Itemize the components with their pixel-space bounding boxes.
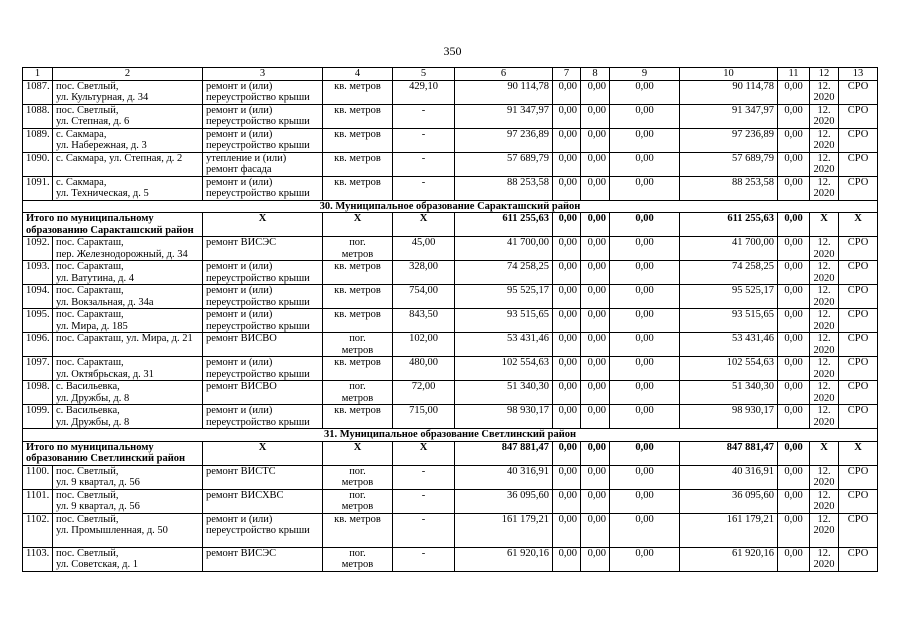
area-cell: - bbox=[393, 176, 455, 200]
column-number-cell: 4 bbox=[323, 68, 393, 81]
due-date-cell: 12. 2020 bbox=[810, 261, 839, 285]
page-number: 350 bbox=[443, 44, 462, 58]
col10-cell: 51 340,30 bbox=[680, 381, 778, 405]
total-x-col3: X bbox=[203, 441, 323, 465]
column-number-cell: 13 bbox=[839, 68, 878, 81]
col9-cell: 0,00 bbox=[610, 285, 680, 309]
method-cell: СРО bbox=[839, 309, 878, 333]
col9-cell: 0,00 bbox=[610, 465, 680, 489]
area-cell: 45,00 bbox=[393, 237, 455, 261]
column-number-cell: 8 bbox=[581, 68, 610, 81]
row-number: 1090. bbox=[23, 152, 53, 176]
col7-cell: 0,00 bbox=[553, 309, 581, 333]
column-number-cell: 10 bbox=[680, 68, 778, 81]
area-cell: - bbox=[393, 128, 455, 152]
col10-cell: 88 253,58 bbox=[680, 176, 778, 200]
method-cell: СРО bbox=[839, 128, 878, 152]
address-cell: пос. Саракташ, ул. Мира, д. 185 bbox=[53, 309, 203, 333]
address-cell: с. Васильевка, ул. Дружбы, д. 8 bbox=[53, 381, 203, 405]
total-cost: 611 255,63 bbox=[455, 213, 553, 237]
unit-cell: пог. метров bbox=[323, 489, 393, 513]
total-cost-cell: 95 525,17 bbox=[455, 285, 553, 309]
col9-cell: 0,00 bbox=[610, 176, 680, 200]
area-cell: 843,50 bbox=[393, 309, 455, 333]
col10-cell: 36 095,60 bbox=[680, 489, 778, 513]
column-number-cell: 11 bbox=[778, 68, 810, 81]
col10-cell: 161 179,21 bbox=[680, 513, 778, 547]
table-row bbox=[23, 152, 878, 176]
col11-cell: 0,00 bbox=[778, 285, 810, 309]
unit-cell: пог. метров bbox=[323, 547, 393, 571]
due-date-cell: 12. 2020 bbox=[810, 465, 839, 489]
column-number-cell: 5 bbox=[393, 68, 455, 81]
row-number: 1094. bbox=[23, 285, 53, 309]
total-cost-cell: 161 179,21 bbox=[455, 513, 553, 547]
table-row bbox=[23, 285, 878, 309]
due-date-cell: 12. 2020 bbox=[810, 128, 839, 152]
work-type-cell: ремонт и (или) переустройство крыши bbox=[203, 405, 323, 429]
total-cost-cell: 40 316,91 bbox=[455, 465, 553, 489]
method-cell: СРО bbox=[839, 465, 878, 489]
col10-cell: 57 689,79 bbox=[680, 152, 778, 176]
total-cost-cell: 90 114,78 bbox=[455, 80, 553, 104]
col11-cell: 0,00 bbox=[778, 309, 810, 333]
col9-cell: 0,00 bbox=[610, 80, 680, 104]
col9-cell: 0,00 bbox=[610, 489, 680, 513]
col7-cell: 0,00 bbox=[553, 152, 581, 176]
table-row bbox=[23, 237, 878, 261]
total-cost-cell: 102 554,63 bbox=[455, 357, 553, 381]
unit-cell: кв. метров bbox=[323, 80, 393, 104]
col9-cell: 0,00 bbox=[610, 405, 680, 429]
col7-cell: 0,00 bbox=[553, 357, 581, 381]
col8-cell: 0,00 bbox=[581, 489, 610, 513]
col9-cell: 0,00 bbox=[610, 357, 680, 381]
due-date-cell: 12. 2020 bbox=[810, 405, 839, 429]
total-x-col4: X bbox=[323, 441, 393, 465]
address-cell: пос. Светлый, ул. 9 квартал, д. 56 bbox=[53, 465, 203, 489]
column-number-cell: 3 bbox=[203, 68, 323, 81]
col10-cell: 90 114,78 bbox=[680, 80, 778, 104]
unit-cell: пог. метров bbox=[323, 333, 393, 357]
column-number-cell: 12 bbox=[810, 68, 839, 81]
col11-cell: 0,00 bbox=[778, 547, 810, 571]
col10-cell: 41 700,00 bbox=[680, 237, 778, 261]
area-cell: - bbox=[393, 547, 455, 571]
due-date-cell: 12. 2020 bbox=[810, 547, 839, 571]
column-number-cell: 1 bbox=[23, 68, 53, 81]
row-number: 1102. bbox=[23, 513, 53, 547]
total-cost-cell: 41 700,00 bbox=[455, 237, 553, 261]
area-cell: 72,00 bbox=[393, 381, 455, 405]
col11-cell: 0,00 bbox=[778, 381, 810, 405]
col9-cell: 0,00 bbox=[610, 128, 680, 152]
area-cell: 328,00 bbox=[393, 261, 455, 285]
area-cell: - bbox=[393, 513, 455, 547]
total-cost-cell: 57 689,79 bbox=[455, 152, 553, 176]
col9-cell: 0,00 bbox=[610, 513, 680, 547]
address-cell: пос. Саракташ, ул. Мира, д. 21 bbox=[53, 333, 203, 357]
total-label: Итого по муниципальному образованию Саракташский район bbox=[23, 213, 203, 237]
table-row bbox=[23, 465, 878, 489]
col10-cell: 97 236,89 bbox=[680, 128, 778, 152]
unit-cell: кв. метров bbox=[323, 176, 393, 200]
unit-cell: пог. метров bbox=[323, 465, 393, 489]
due-date-cell: 12. 2020 bbox=[810, 333, 839, 357]
total-x-col13: X bbox=[839, 441, 878, 465]
col10-cell: 91 347,97 bbox=[680, 104, 778, 128]
col7-cell: 0,00 bbox=[553, 381, 581, 405]
table-row bbox=[23, 405, 878, 429]
unit-cell: кв. метров bbox=[323, 152, 393, 176]
method-cell: СРО bbox=[839, 381, 878, 405]
address-cell: с. Сакмара, ул. Степная, д. 2 bbox=[53, 152, 203, 176]
col11-cell: 0,00 bbox=[778, 176, 810, 200]
unit-cell: кв. метров bbox=[323, 128, 393, 152]
col10-cell: 95 525,17 bbox=[680, 285, 778, 309]
address-cell: пос. Саракташ, пер. Железнодорожный, д. 34 bbox=[53, 237, 203, 261]
total-cost-cell: 93 515,65 bbox=[455, 309, 553, 333]
col9-cell: 0,00 bbox=[610, 309, 680, 333]
row-number: 1097. bbox=[23, 357, 53, 381]
work-type-cell: ремонт ВИСВО bbox=[203, 381, 323, 405]
section-title: 31. Муниципальное образование Светлинский район bbox=[23, 429, 878, 442]
due-date-cell: 12. 2020 bbox=[810, 357, 839, 381]
method-cell: СРО bbox=[839, 237, 878, 261]
work-type-cell: ремонт ВИСТС bbox=[203, 465, 323, 489]
col11-cell: 0,00 bbox=[778, 357, 810, 381]
work-type-cell: ремонт ВИСЭС bbox=[203, 547, 323, 571]
work-type-cell: ремонт и (или) переустройство крыши bbox=[203, 176, 323, 200]
col10-cell: 61 920,16 bbox=[680, 547, 778, 571]
col7-cell: 0,00 bbox=[553, 333, 581, 357]
unit-cell: кв. метров bbox=[323, 285, 393, 309]
area-cell: - bbox=[393, 104, 455, 128]
total-col9: 0,00 bbox=[610, 213, 680, 237]
column-number-header bbox=[23, 68, 878, 81]
unit-cell: пог. метров bbox=[323, 381, 393, 405]
method-cell: СРО bbox=[839, 405, 878, 429]
method-cell: СРО bbox=[839, 357, 878, 381]
unit-cell: кв. метров bbox=[323, 104, 393, 128]
unit-cell: кв. метров bbox=[323, 261, 393, 285]
work-type-cell: ремонт и (или) переустройство крыши bbox=[203, 261, 323, 285]
col9-cell: 0,00 bbox=[610, 381, 680, 405]
total-x-col3: X bbox=[203, 213, 323, 237]
col8-cell: 0,00 bbox=[581, 513, 610, 547]
total-cost-cell: 88 253,58 bbox=[455, 176, 553, 200]
total-x-col12: X bbox=[810, 441, 839, 465]
address-cell: с. Васильевка, ул. Дружбы, д. 8 bbox=[53, 405, 203, 429]
table-row bbox=[23, 547, 878, 571]
col7-cell: 0,00 bbox=[553, 80, 581, 104]
work-type-cell: ремонт и (или) переустройство крыши bbox=[203, 80, 323, 104]
work-type-cell: ремонт ВИСЭС bbox=[203, 237, 323, 261]
col8-cell: 0,00 bbox=[581, 309, 610, 333]
col8-cell: 0,00 bbox=[581, 104, 610, 128]
total-x-col12: X bbox=[810, 213, 839, 237]
area-cell: - bbox=[393, 152, 455, 176]
address-cell: пос. Саракташ, ул. Октябрьская, д. 31 bbox=[53, 357, 203, 381]
total-col8: 0,00 bbox=[581, 213, 610, 237]
method-cell: СРО bbox=[839, 176, 878, 200]
col7-cell: 0,00 bbox=[553, 285, 581, 309]
row-number: 1087. bbox=[23, 80, 53, 104]
table-row bbox=[23, 489, 878, 513]
district-total-row bbox=[23, 441, 878, 465]
col8-cell: 0,00 bbox=[581, 333, 610, 357]
col11-cell: 0,00 bbox=[778, 489, 810, 513]
method-cell: СРО bbox=[839, 261, 878, 285]
area-cell: - bbox=[393, 489, 455, 513]
col11-cell: 0,00 bbox=[778, 237, 810, 261]
col8-cell: 0,00 bbox=[581, 405, 610, 429]
col7-cell: 0,00 bbox=[553, 513, 581, 547]
due-date-cell: 12. 2020 bbox=[810, 285, 839, 309]
work-type-cell: ремонт и (или) переустройство крыши bbox=[203, 357, 323, 381]
table-row bbox=[23, 333, 878, 357]
row-number: 1099. bbox=[23, 405, 53, 429]
col8-cell: 0,00 bbox=[581, 176, 610, 200]
total-cost-cell: 51 340,30 bbox=[455, 381, 553, 405]
col9-cell: 0,00 bbox=[610, 237, 680, 261]
table-row bbox=[23, 128, 878, 152]
total-cost-cell: 53 431,46 bbox=[455, 333, 553, 357]
total-cost-cell: 36 095,60 bbox=[455, 489, 553, 513]
total-col7: 0,00 bbox=[553, 441, 581, 465]
col8-cell: 0,00 bbox=[581, 357, 610, 381]
total-cost-cell: 91 347,97 bbox=[455, 104, 553, 128]
table-row bbox=[23, 176, 878, 200]
col11-cell: 0,00 bbox=[778, 128, 810, 152]
total-cost-cell: 98 930,17 bbox=[455, 405, 553, 429]
due-date-cell: 12. 2020 bbox=[810, 237, 839, 261]
col10-cell: 40 316,91 bbox=[680, 465, 778, 489]
row-number: 1095. bbox=[23, 309, 53, 333]
col8-cell: 0,00 bbox=[581, 547, 610, 571]
col11-cell: 0,00 bbox=[778, 405, 810, 429]
col11-cell: 0,00 bbox=[778, 261, 810, 285]
col7-cell: 0,00 bbox=[553, 489, 581, 513]
due-date-cell: 12. 2020 bbox=[810, 176, 839, 200]
method-cell: СРО bbox=[839, 547, 878, 571]
total-col9: 0,00 bbox=[610, 441, 680, 465]
col7-cell: 0,00 bbox=[553, 104, 581, 128]
total-x-col5: X bbox=[393, 441, 455, 465]
work-type-cell: ремонт и (или) переустройство крыши bbox=[203, 513, 323, 547]
col10-cell: 74 258,25 bbox=[680, 261, 778, 285]
address-cell: пос. Саракташ, ул. Ватутина, д. 4 bbox=[53, 261, 203, 285]
method-cell: СРО bbox=[839, 80, 878, 104]
total-col11: 0,00 bbox=[778, 213, 810, 237]
total-col11: 0,00 bbox=[778, 441, 810, 465]
area-cell: 102,00 bbox=[393, 333, 455, 357]
total-label: Итого по муниципальному образованию Светлинский район bbox=[23, 441, 203, 465]
section-header-row bbox=[23, 200, 878, 213]
address-cell: пос. Светлый, ул. Культурная, д. 34 bbox=[53, 80, 203, 104]
col7-cell: 0,00 bbox=[553, 465, 581, 489]
col10-cell: 93 515,65 bbox=[680, 309, 778, 333]
method-cell: СРО bbox=[839, 152, 878, 176]
due-date-cell: 12. 2020 bbox=[810, 489, 839, 513]
method-cell: СРО bbox=[839, 489, 878, 513]
due-date-cell: 12. 2020 bbox=[810, 104, 839, 128]
total-col7: 0,00 bbox=[553, 213, 581, 237]
due-date-cell: 12. 2020 bbox=[810, 513, 839, 547]
address-cell: пос. Светлый, ул. Степная, д. 6 bbox=[53, 104, 203, 128]
total-cost-cell: 74 258,25 bbox=[455, 261, 553, 285]
row-number: 1091. bbox=[23, 176, 53, 200]
unit-cell: пог. метров bbox=[323, 237, 393, 261]
col9-cell: 0,00 bbox=[610, 104, 680, 128]
method-cell: СРО bbox=[839, 513, 878, 547]
work-type-cell: ремонт ВИСВО bbox=[203, 333, 323, 357]
due-date-cell: 12. 2020 bbox=[810, 309, 839, 333]
col11-cell: 0,00 bbox=[778, 513, 810, 547]
col10-cell: 98 930,17 bbox=[680, 405, 778, 429]
address-cell: пос. Светлый, ул. Промышленная, д. 50 bbox=[53, 513, 203, 547]
due-date-cell: 12. 2020 bbox=[810, 381, 839, 405]
col8-cell: 0,00 bbox=[581, 152, 610, 176]
work-type-cell: ремонт и (или) переустройство крыши bbox=[203, 309, 323, 333]
col9-cell: 0,00 bbox=[610, 547, 680, 571]
repair-program-table bbox=[22, 67, 878, 572]
area-cell: 480,00 bbox=[393, 357, 455, 381]
work-type-cell: ремонт и (или) переустройство крыши bbox=[203, 128, 323, 152]
method-cell: СРО bbox=[839, 285, 878, 309]
area-cell: 715,00 bbox=[393, 405, 455, 429]
column-number-cell: 2 bbox=[53, 68, 203, 81]
total-cost: 847 881,47 bbox=[455, 441, 553, 465]
col8-cell: 0,00 bbox=[581, 465, 610, 489]
column-number-cell: 7 bbox=[553, 68, 581, 81]
section-title: 30. Муниципальное образование Саракташский район bbox=[23, 200, 878, 213]
table-row bbox=[23, 357, 878, 381]
col11-cell: 0,00 bbox=[778, 104, 810, 128]
address-cell: с. Сакмара, ул. Набережная, д. 3 bbox=[53, 128, 203, 152]
table-row bbox=[23, 104, 878, 128]
col10-cell: 102 554,63 bbox=[680, 357, 778, 381]
col11-cell: 0,00 bbox=[778, 333, 810, 357]
work-type-cell: ремонт и (или) переустройство крыши bbox=[203, 285, 323, 309]
column-number-cell: 9 bbox=[610, 68, 680, 81]
col8-cell: 0,00 bbox=[581, 80, 610, 104]
table-row bbox=[23, 80, 878, 104]
method-cell: СРО bbox=[839, 333, 878, 357]
address-cell: с. Сакмара, ул. Техническая, д. 5 bbox=[53, 176, 203, 200]
col8-cell: 0,00 bbox=[581, 237, 610, 261]
col9-cell: 0,00 bbox=[610, 261, 680, 285]
due-date-cell: 12. 2020 bbox=[810, 152, 839, 176]
work-type-cell: ремонт ВИСХВС bbox=[203, 489, 323, 513]
table-row bbox=[23, 513, 878, 547]
row-number: 1093. bbox=[23, 261, 53, 285]
area-cell: - bbox=[393, 465, 455, 489]
area-cell: 429,10 bbox=[393, 80, 455, 104]
col7-cell: 0,00 bbox=[553, 547, 581, 571]
unit-cell: кв. метров bbox=[323, 405, 393, 429]
section-header-row bbox=[23, 429, 878, 442]
address-cell: пос. Светлый, ул. 9 квартал, д. 56 bbox=[53, 489, 203, 513]
column-number-cell: 6 bbox=[455, 68, 553, 81]
row-number: 1100. bbox=[23, 465, 53, 489]
row-number: 1096. bbox=[23, 333, 53, 357]
row-number: 1088. bbox=[23, 104, 53, 128]
col10-cell: 53 431,46 bbox=[680, 333, 778, 357]
row-number: 1103. bbox=[23, 547, 53, 571]
unit-cell: кв. метров bbox=[323, 357, 393, 381]
table-row bbox=[23, 309, 878, 333]
address-cell: пос. Саракташ, ул. Вокзальная, д. 34а bbox=[53, 285, 203, 309]
total-x-col5: X bbox=[393, 213, 455, 237]
total-cost-cell: 97 236,89 bbox=[455, 128, 553, 152]
method-cell: СРО bbox=[839, 104, 878, 128]
col7-cell: 0,00 bbox=[553, 261, 581, 285]
address-cell: пос. Светлый, ул. Советская, д. 1 bbox=[53, 547, 203, 571]
due-date-cell: 12. 2020 bbox=[810, 80, 839, 104]
col9-cell: 0,00 bbox=[610, 152, 680, 176]
col11-cell: 0,00 bbox=[778, 80, 810, 104]
total-col10: 611 255,63 bbox=[680, 213, 778, 237]
table-row bbox=[23, 261, 878, 285]
col9-cell: 0,00 bbox=[610, 333, 680, 357]
col8-cell: 0,00 bbox=[581, 261, 610, 285]
total-x-col4: X bbox=[323, 213, 393, 237]
row-number: 1089. bbox=[23, 128, 53, 152]
total-col8: 0,00 bbox=[581, 441, 610, 465]
col7-cell: 0,00 bbox=[553, 176, 581, 200]
col7-cell: 0,00 bbox=[553, 405, 581, 429]
area-cell: 754,00 bbox=[393, 285, 455, 309]
col8-cell: 0,00 bbox=[581, 128, 610, 152]
table-row bbox=[23, 381, 878, 405]
col8-cell: 0,00 bbox=[581, 381, 610, 405]
col11-cell: 0,00 bbox=[778, 152, 810, 176]
work-type-cell: ремонт и (или) переустройство крыши bbox=[203, 104, 323, 128]
district-total-row bbox=[23, 213, 878, 237]
total-col10: 847 881,47 bbox=[680, 441, 778, 465]
unit-cell: кв. метров bbox=[323, 513, 393, 547]
unit-cell: кв. метров bbox=[323, 309, 393, 333]
col7-cell: 0,00 bbox=[553, 237, 581, 261]
row-number: 1098. bbox=[23, 381, 53, 405]
col8-cell: 0,00 bbox=[581, 285, 610, 309]
total-x-col13: X bbox=[839, 213, 878, 237]
total-cost-cell: 61 920,16 bbox=[455, 547, 553, 571]
col7-cell: 0,00 bbox=[553, 128, 581, 152]
row-number: 1101. bbox=[23, 489, 53, 513]
row-number: 1092. bbox=[23, 237, 53, 261]
col11-cell: 0,00 bbox=[778, 465, 810, 489]
work-type-cell: утепление и (или) ремонт фасада bbox=[203, 152, 323, 176]
